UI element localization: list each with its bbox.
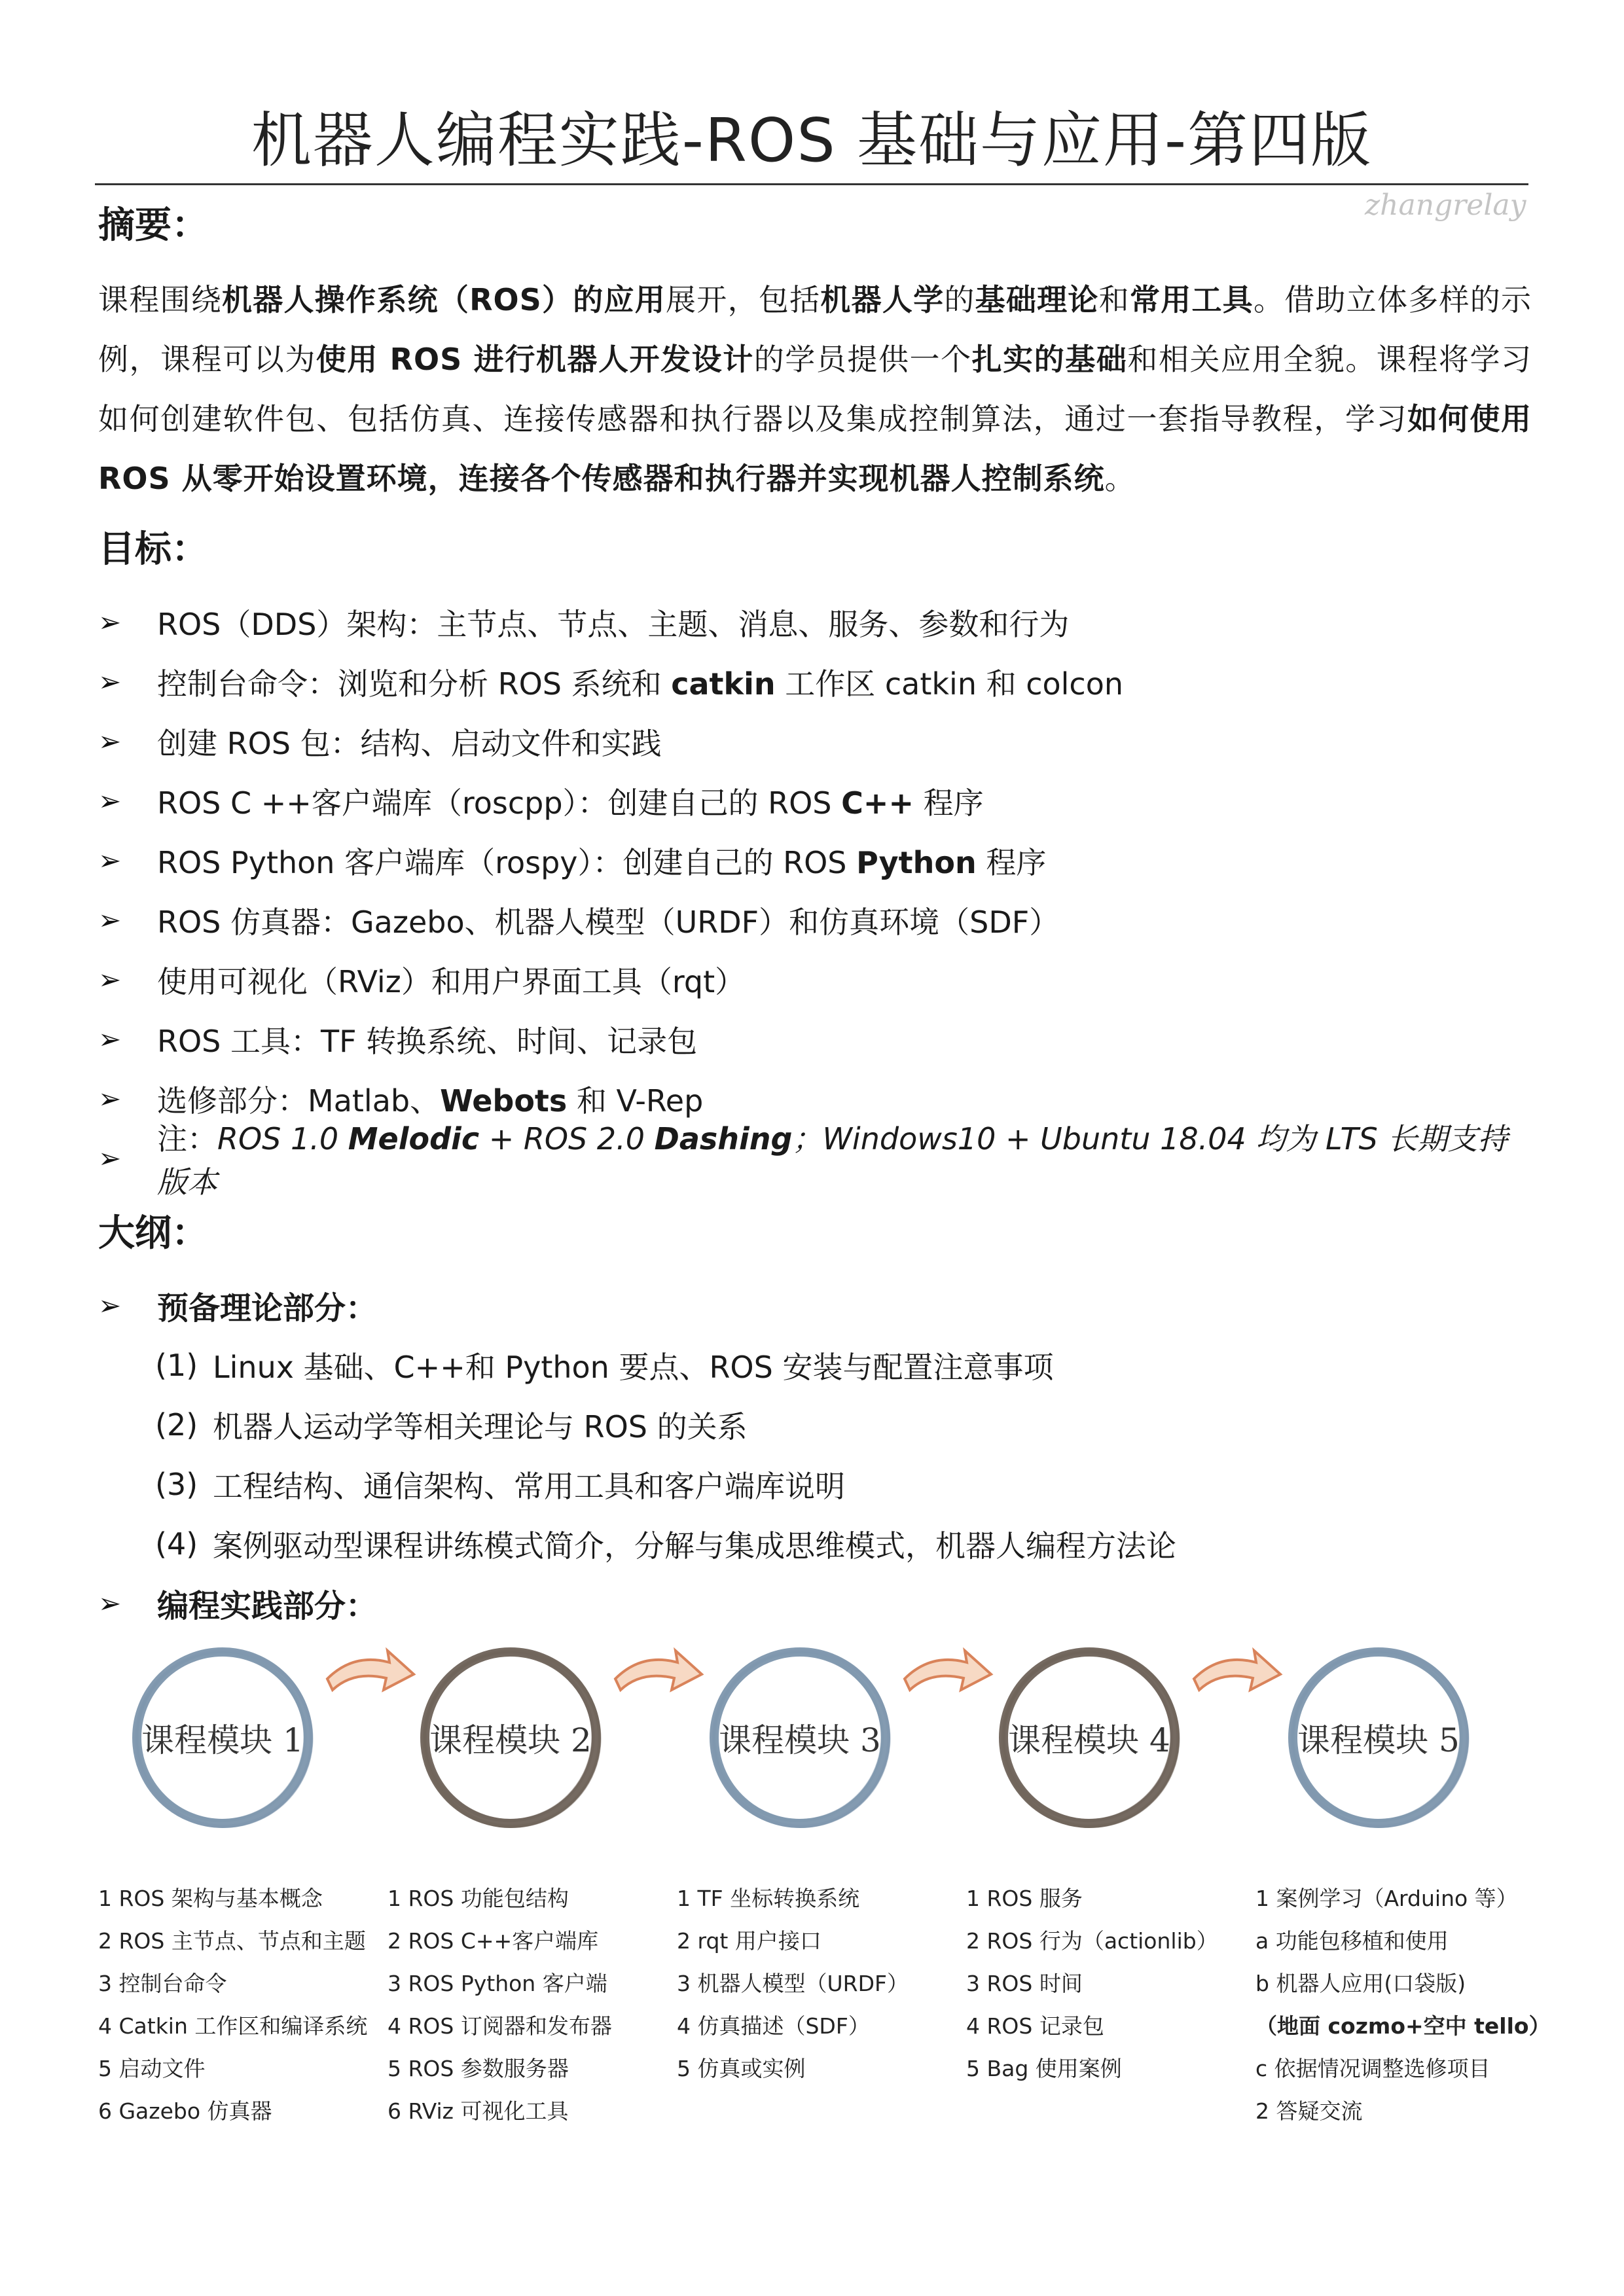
abstract-text-run: 机器人操作系统（ROS）的应用 — [222, 282, 666, 317]
goal-text-run: 选修部分：Matlab、 — [157, 1083, 441, 1119]
abstract-text-run: 和相关应用全貌。课程将学习如何创建软件包、包括仿真、连接传感器和执行器以及集成控制算法，通过一套指导教程，学习 — [98, 342, 1532, 437]
module-topic-item: 3 ROS Python 客户端 — [388, 1971, 607, 1996]
arrow-bullet-icon: ➢ — [98, 963, 122, 996]
module-label: 课程模块 2 — [429, 1721, 592, 1759]
goal-text-run: 程序 — [914, 785, 984, 821]
arrow-bullet-icon: ➢ — [98, 844, 122, 876]
module-topic-item: 4 ROS 记录包 — [966, 2013, 1104, 2039]
goal-text-run: 控制台命令：浏览和分析 ROS 系统和 — [157, 666, 672, 702]
module-topic-item: 3 机器人模型（URDF） — [677, 1971, 909, 1996]
abstract-text-run: 机器人学 — [820, 282, 945, 317]
abstract-text-run: 如何使用 ROS 从零开始设置环境，连接各个传感器和执行器并实现机器人控制系统 — [98, 401, 1532, 496]
theory-item — [155, 1454, 845, 1514]
module-topic-item: c 依据情况调整选修项目 — [1255, 2056, 1490, 2081]
module-topic-list — [966, 1877, 1218, 2090]
goal-text-run: catkin — [671, 666, 776, 702]
goal-item — [98, 652, 1532, 711]
module-topic-item: 2 ROS 主节点、节点和主题 — [98, 1928, 366, 1954]
module-topic-item: 3 控制台命令 — [98, 1971, 227, 1996]
abstract-text-run: 基础理论 — [975, 282, 1099, 317]
goal-text-run: Python — [856, 844, 977, 880]
goal-text-run: ROS 1.0 — [217, 1121, 348, 1157]
goal-text-run: 和 V-Rep — [567, 1083, 704, 1119]
theory-item — [155, 1514, 1176, 1573]
theory-item-number: (2) — [155, 1407, 198, 1443]
abstract-paragraph — [98, 270, 1532, 509]
module-topic-item: 1 ROS 服务 — [966, 1886, 1083, 1911]
module-topic-item: 2 rqt 用户接口 — [677, 1928, 821, 1954]
theory-item-number: (3) — [155, 1466, 198, 1502]
module-topic-item: 2 ROS 行为（actionlib） — [966, 1928, 1218, 1954]
arrow-bullet-icon: ➢ — [98, 666, 122, 698]
theory-item-number: (4) — [155, 1526, 198, 1562]
module-label: 课程模块 1 — [141, 1721, 304, 1759]
goal-text-run: 程序 — [976, 844, 1047, 880]
goal-text-run: C++ — [841, 785, 914, 821]
goal-text-run: 创建 ROS 包：结构、启动文件和实践 — [157, 725, 662, 761]
goal-item — [98, 771, 1532, 831]
goal-text-run: ROS（DDS）架构：主节点、节点、主题、消息、服务、参数和行为 — [157, 606, 1070, 642]
module-topic-item: 4 ROS 订阅器和发布器 — [388, 2013, 612, 2039]
goal-item — [98, 831, 1532, 890]
module-topic-item: 1 ROS 功能包结构 — [388, 1886, 569, 1911]
module-topic-item: b 机器人应用(口袋版) — [1255, 1971, 1466, 1996]
module-topic-item: 3 ROS 时间 — [966, 1971, 1083, 1996]
abstract-heading: 摘要： — [98, 204, 208, 247]
module-topic-item: 5 仿真或实例 — [677, 2056, 806, 2081]
arrow-bullet-icon: ➢ — [98, 1023, 122, 1055]
abstract-text-run: 的 — [944, 282, 975, 317]
module-topic-item: 6 RViz 可视化工具 — [388, 2098, 569, 2124]
module-topic-item: 5 启动文件 — [98, 2056, 206, 2081]
arrow-bullet-icon: ➢ — [98, 904, 122, 936]
practice-heading: 编程实践部分： — [157, 1588, 378, 1624]
theory-section — [98, 1276, 377, 1335]
module-topic-item: 5 Bag 使用案例 — [966, 2056, 1122, 2081]
abstract-text-run: 和 — [1098, 282, 1130, 317]
abstract-text-run: 使用 ROS 进行机器人开发设计 — [316, 342, 754, 377]
goal-text-run: Webots — [440, 1083, 568, 1119]
module-topic-item: 2 ROS C++客户端库 — [388, 1928, 599, 1954]
goal-text-run: 注： — [157, 1121, 217, 1157]
module-topic-item: 6 Gazebo 仿真器 — [98, 2098, 272, 2124]
module-topic-list — [98, 1877, 367, 2132]
theory-item-text: 机器人运动学等相关理论与 ROS 的关系 — [213, 1408, 748, 1444]
goal-text-run: 使用可视化（RViz）和用户界面工具（rqt） — [157, 963, 746, 999]
arrow-bullet-icon: ➢ — [98, 1083, 122, 1115]
theory-item-text: 工程结构、通信架构、常用工具和客户端库说明 — [213, 1468, 845, 1504]
module-topic-item: 1 TF 坐标转换系统 — [677, 1886, 860, 1911]
theory-item-text: Linux 基础、C++和 Python 要点、ROS 安装与配置注意事项 — [213, 1349, 1054, 1385]
title-divider — [95, 183, 1528, 185]
practice-section — [98, 1573, 377, 1633]
arrow-bullet-icon: ➢ — [98, 1142, 122, 1174]
goal-item — [98, 1121, 1532, 1200]
goal-text-run: + ROS 2.0 — [479, 1121, 655, 1157]
goal-item — [98, 711, 1532, 771]
module-flow — [0, 1630, 1624, 1846]
module-topic-item: 1 案例学习（Arduino 等） — [1255, 1886, 1518, 1911]
abstract-text-run: 常用工具 — [1129, 282, 1254, 317]
module-topic-list — [677, 1877, 909, 2090]
arrow-bullet-icon: ➢ — [98, 1587, 122, 1619]
abstract-text-run: 扎实的基础 — [971, 342, 1128, 377]
arrow-bullet-icon: ➢ — [98, 725, 122, 757]
module-topic-list — [1255, 1877, 1551, 2132]
goal-text-run: 工作区 catkin 和 colcon — [775, 666, 1124, 702]
module-topic-item: （地面 cozmo+空中 tello） — [1255, 2013, 1551, 2039]
abstract-text-run: 的学员提供一个 — [753, 342, 972, 377]
arrow-bullet-icon: ➢ — [98, 1289, 122, 1321]
goals-list — [98, 592, 1532, 1200]
goal-item — [98, 890, 1532, 950]
outline-heading: 大纲： — [98, 1212, 208, 1255]
goal-text-run: ROS C ++客户端库（roscpp）：创建自己的 ROS — [157, 785, 842, 821]
theory-heading: 预备理论部分： — [157, 1290, 378, 1327]
module-topic-item: 2 答疑交流 — [1255, 2098, 1363, 2124]
abstract-text-run: 展开，包括 — [666, 282, 821, 317]
flow-arrow-icon — [615, 1651, 702, 1690]
theory-item — [155, 1395, 748, 1454]
goal-item — [98, 592, 1532, 652]
arrow-bullet-icon: ➢ — [98, 606, 122, 638]
theory-item-number: (1) — [155, 1347, 198, 1383]
goal-text-run: ROS 仿真器：Gazebo、机器人模型（URDF）和仿真环境（SDF） — [157, 904, 1060, 940]
module-topic-list — [388, 1877, 612, 2132]
module-topic-item: 5 ROS 参数服务器 — [388, 2056, 569, 2081]
goal-text-run: ROS Python 客户端库（rospy）：创建自己的 ROS — [157, 844, 857, 880]
goal-text-run: ROS 工具：TF 转换系统、时间、记录包 — [157, 1023, 698, 1059]
module-label: 课程模块 4 — [1008, 1721, 1170, 1759]
goal-text-run: Melodic — [348, 1121, 480, 1157]
goal-item — [98, 950, 1532, 1009]
flow-arrow-icon — [905, 1651, 991, 1690]
abstract-text-run: 课程围绕 — [98, 282, 223, 317]
module-label: 课程模块 5 — [1297, 1721, 1460, 1759]
module-topic-item: a 功能包移植和使用 — [1255, 1928, 1449, 1954]
watermark: zhangrelay — [1365, 188, 1526, 222]
goals-heading: 目标： — [98, 528, 208, 571]
module-topic-item: 1 ROS 架构与基本概念 — [98, 1886, 323, 1911]
flow-arrow-icon — [1194, 1651, 1280, 1690]
goal-text-run: ；Windows10 + Ubuntu 18.04 均为 LTS 长期支持版本 — [157, 1121, 1508, 1200]
module-topic-item: 4 仿真描述（SDF） — [677, 2013, 870, 2039]
module-topic-item: 4 Catkin 工作区和编译系统 — [98, 2013, 368, 2039]
page-title: 机器人编程实践-ROS 基础与应用-第四版 — [251, 105, 1373, 175]
flow-arrow-icon — [327, 1651, 414, 1690]
goal-item — [98, 1009, 1532, 1069]
abstract-text-run: 。借助立体多样的示例，课程可以为 — [98, 282, 1532, 377]
abstract-text-run: 。 — [1104, 461, 1136, 496]
theory-item — [155, 1335, 1053, 1395]
theory-item-text: 案例驱动型课程讲练模式简介，分解与集成思维模式，机器人编程方法论 — [213, 1528, 1176, 1564]
module-label: 课程模块 3 — [719, 1721, 881, 1759]
goal-text-run: Dashing — [654, 1121, 793, 1157]
arrow-bullet-icon: ➢ — [98, 785, 122, 817]
